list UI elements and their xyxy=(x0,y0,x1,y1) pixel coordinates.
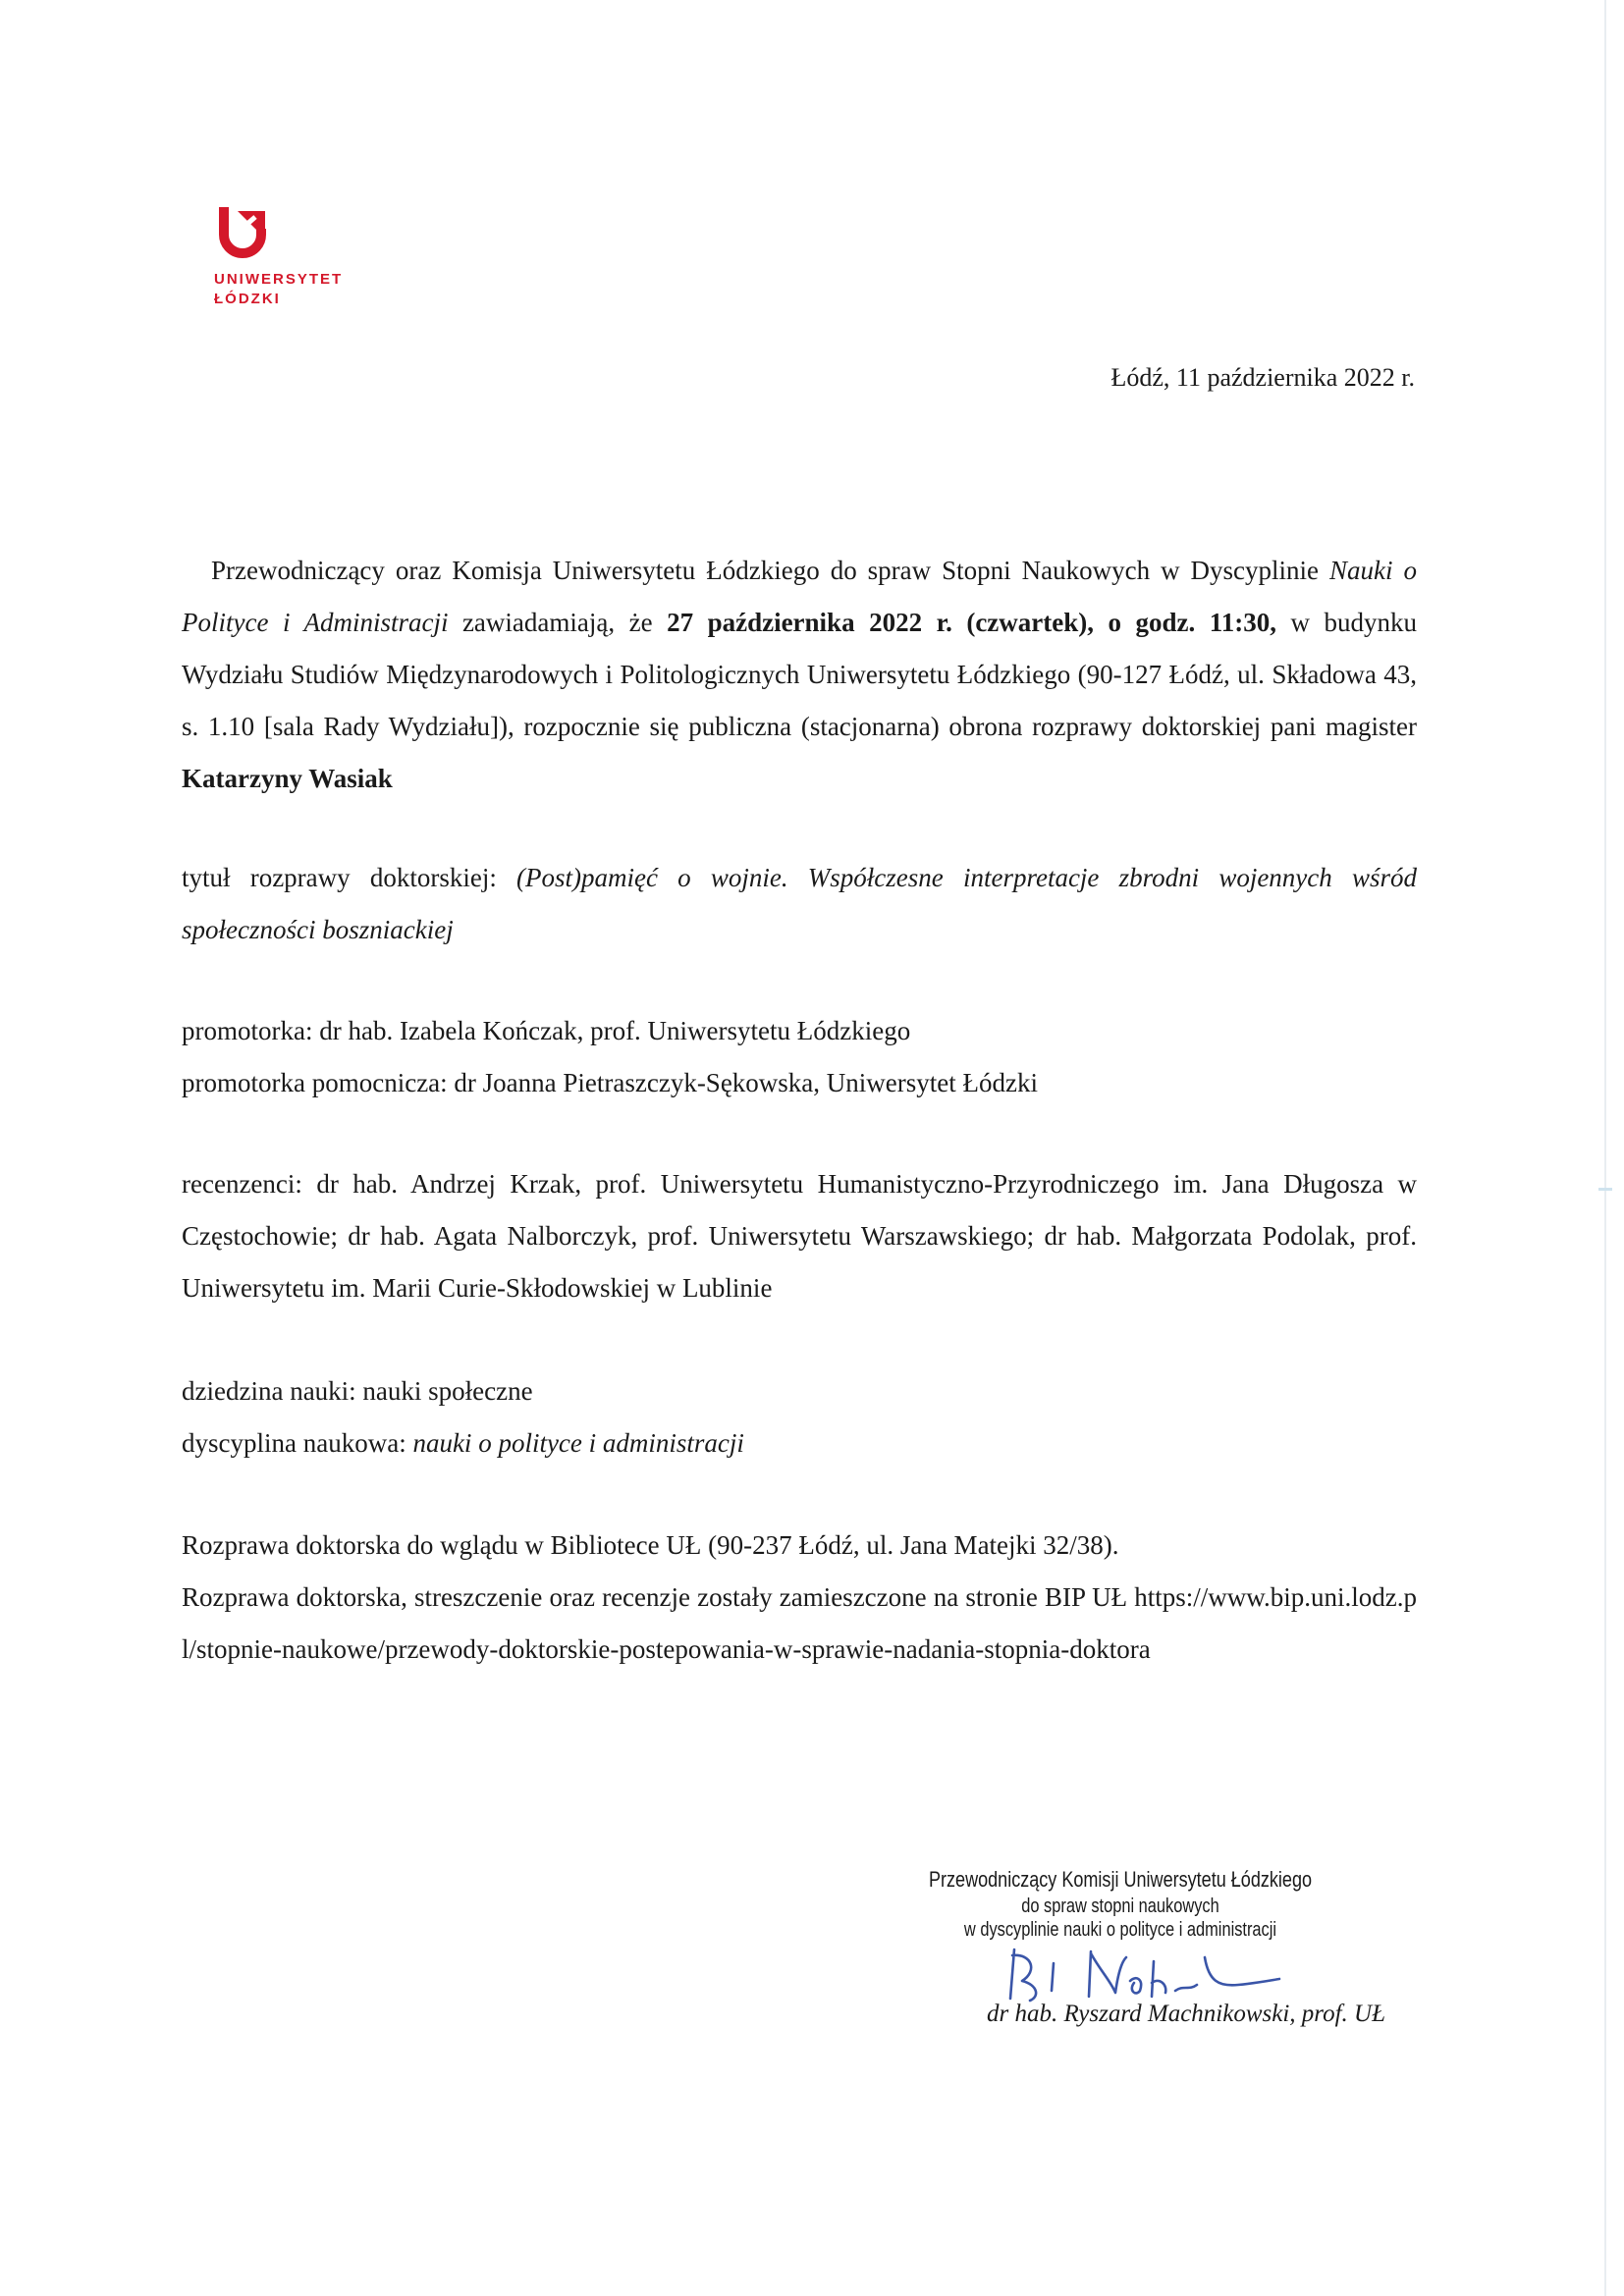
university-logo xyxy=(214,201,343,309)
logo-line-2: ŁÓDZKI xyxy=(214,291,281,307)
announcement-notify: zawiadamiają, że xyxy=(448,608,668,637)
assistant-supervisor-line: promotorka pomocnicza: dr Joanna Pietraszczyk-Sękowska, Uniwersytet Łódzki xyxy=(182,1068,1038,1097)
supervisor-line: promotorka: dr hab. Izabela Kończak, prof. Uniwersytetu Łódzkiego xyxy=(182,1016,911,1045)
scan-mark xyxy=(1598,1188,1612,1191)
discipline-label: dyscyplina naukowa: xyxy=(182,1428,413,1458)
handwritten-signature-icon xyxy=(944,1942,1297,2002)
thesis-title-block xyxy=(182,852,1417,956)
thesis-label: tytuł rozprawy doktorskiej: xyxy=(182,863,517,892)
announcement-discipline: Nauki o Polityce i Administracji xyxy=(182,556,1417,637)
signature-block xyxy=(845,1865,1395,2028)
candidate-name: Katarzyny Wasiak xyxy=(182,764,393,793)
logo-line-1: UNIWERSYTET xyxy=(214,271,344,288)
announcement-paragraph xyxy=(182,545,1417,805)
field-block xyxy=(182,1365,1417,1469)
signatory-title-3: w dyscyplinie nauki o polityce i administracji xyxy=(963,1919,1277,1941)
letter-date: Łódź, 11 października 2022 r. xyxy=(1110,363,1415,392)
announcement-intro: Przewodniczący oraz Komisja Uniwersytetu Łódzkiego do spraw Stopni Naukowych w Dyscyplinie xyxy=(211,556,1330,585)
supervisors-block xyxy=(182,1005,1417,1109)
library-block xyxy=(182,1520,1417,1676)
thesis-title: (Post)pamięć o wojnie. Współczesne interpretacje zbrodni wojennych wśród społeczności boszniackiej xyxy=(182,863,1417,944)
discipline-value: nauki o polityce i administracji xyxy=(412,1428,744,1458)
signatory-title-1: Przewodniczący Komisji Uniwersytetu Łódzkiego xyxy=(928,1867,1313,1892)
reviewers-line: recenzenci: dr hab. Andrzej Krzak, prof. Uniwersytetu Humanistyczno-Przyrodniczego im. Jana Długosza w Częstochowie; dr hab. Agata Nalborczyk, prof. Uniwersytetu Warszawskiego; dr hab. Małgorzata Podolak, prof. Uniwersytetu im. Marii Curie-Skłodowskiej w Lublinie xyxy=(182,1169,1417,1303)
signatory-title-2: do spraw stopni naukowych xyxy=(1021,1896,1219,1917)
defense-date: 27 października 2022 r. (czwartek), o godz. 11:30, xyxy=(667,608,1276,637)
university-logo-icon xyxy=(214,201,271,258)
announcement-location: w budynku Wydziału Studiów Międzynarodowych i Politologicznych Uniwersytetu Łódzkiego (90-127 Łódź, ul. Składowa 43, s. 1.10 [sala Rady Wydziału]), rozpocznie się publiczna (stacjonarna) obrona rozprawy doktorskiej pani magister xyxy=(182,608,1417,741)
signatory-name: dr hab. Ryszard Machnikowski, prof. UŁ xyxy=(986,2001,1385,2027)
reviewers-block xyxy=(182,1158,1417,1314)
science-domain-line: dziedzina nauki: nauki społeczne xyxy=(182,1376,533,1406)
library-line: Rozprawa doktorska do wglądu w Bibliotece UŁ (90-237 Łódź, ul. Jana Matejki 32/38). xyxy=(182,1530,1119,1560)
bip-line: Rozprawa doktorska, streszczenie oraz recenzje zostały zamieszczone na stronie BIP UŁ https://www.bip.uni.lodz.pl/stopnie-naukowe/przewody-doktorskie-postepowania-w-sprawie-nadania-stopnia-doktora xyxy=(182,1582,1417,1664)
scan-edge xyxy=(1604,0,1606,2296)
